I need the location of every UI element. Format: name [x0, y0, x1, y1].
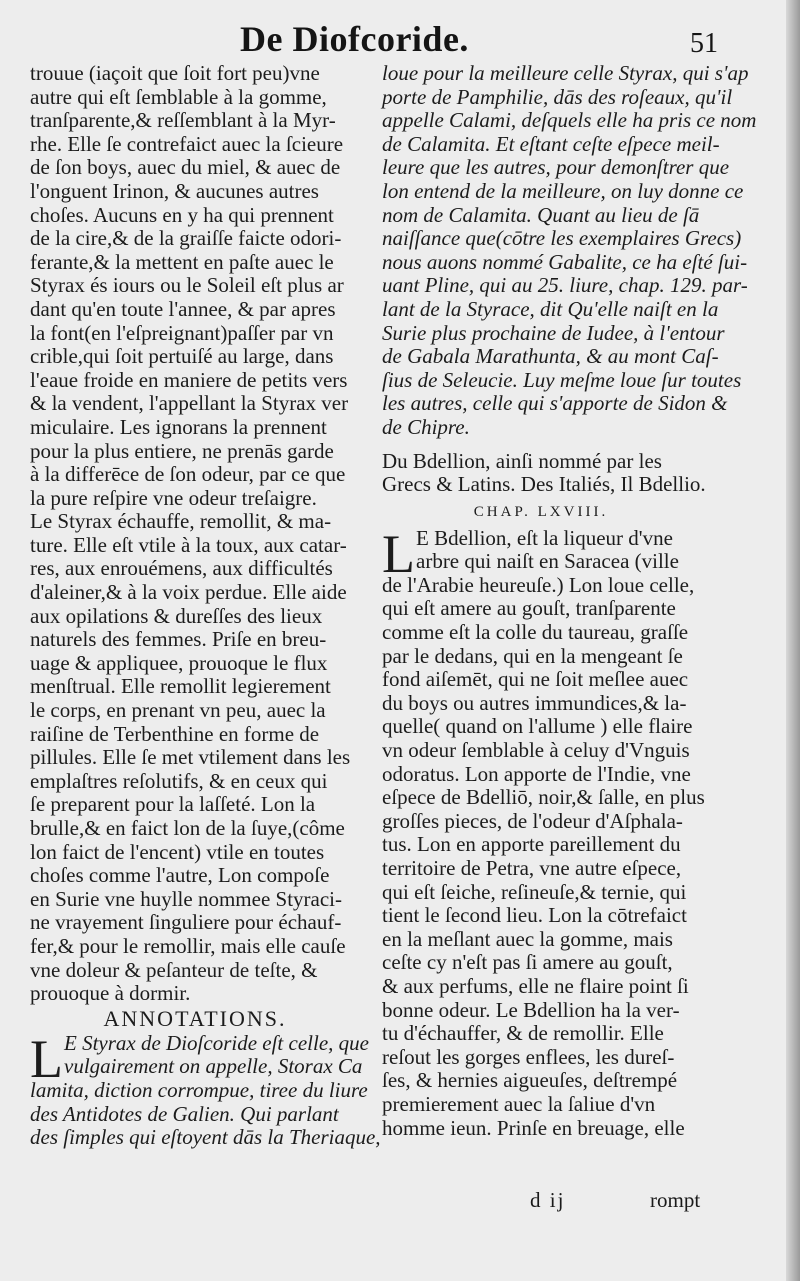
annotation-line: nom de Calamita. Quant au lieu de ſā	[382, 202, 700, 227]
text-line: tranſparente,& reſſemblant à la Myr-	[30, 108, 336, 133]
text-line: par le dedans, qui en la mengeant ſe	[382, 643, 683, 668]
chapter-opening	[382, 523, 700, 584]
annotation-line: lamita, diction corrompue, tiree du liure	[30, 1077, 368, 1102]
text-line: choſes comme l'autre, Lon compoſe	[30, 863, 330, 888]
text-line: & aux perfums, elle ne flaire point ſi	[382, 973, 689, 998]
text-line: E Bdellion, eſt la liqueur d'vne	[416, 525, 673, 550]
chapter-text	[382, 572, 705, 1140]
annotation-line: ſius de Seleucie. Luy meſme loue ſur toutes	[382, 367, 742, 392]
annotations-heading: ANNOTATIONS.	[103, 1005, 287, 1031]
annotations-drop-cap: L	[30, 1028, 63, 1089]
text-line: emplaſtres reſolutifs, & en ceux qui	[30, 768, 328, 793]
text-line: dant qu'en toute l'annee, & par apres	[30, 296, 336, 321]
annotation-line: de Gabala Marathunta, & au mont Caſ-	[382, 344, 719, 369]
annotation-line: loue pour la meilleure celle Styrax, qui s'ap	[382, 61, 749, 85]
annotation-line: E Styrax de Dioſcoride eſt celle, que	[64, 1030, 369, 1055]
annotation-line: appelle Calami, deſquels elle ha pris ce nom	[382, 108, 757, 133]
annotation-line: des ſimples qui eſtoyent dās la Theriaque,	[30, 1125, 381, 1150]
text-line: tient le ſecond lieu. Lon la cōtrefaict	[382, 903, 687, 928]
page-edge-shadow	[786, 0, 800, 1281]
text-line: en la meſlant auec la gomme, mais	[382, 926, 673, 951]
text-line: ne vrayement ſinguliere pour échauf-	[30, 910, 342, 935]
text-line: vne doleur & peſanteur de teſte, &	[30, 957, 318, 982]
text-line: groſſes pieces, de l'odeur d'Aſphala-	[382, 808, 683, 833]
text-line: prouoque à dormir.	[30, 981, 191, 1006]
text-line: rhe. Elle ſe contrefaict auec la ſcieure	[30, 131, 344, 156]
text-line: à la differēce de ſon odeur, par ce que	[30, 462, 346, 487]
chapter-opening-lines	[382, 527, 700, 574]
text-line: lon faict de l'encent) vtile en toutes	[30, 839, 325, 864]
text-line: du boys ou autres immundices,& la-	[382, 690, 687, 715]
annotation-line: leure que les autres, pour demonſtrer que	[382, 155, 730, 180]
annotation-line: les autres, celle qui s'apporte de Sidon &	[382, 391, 728, 416]
annotation-line: uant Pline, qui au 25. liure, chap. 129. par-	[382, 273, 748, 298]
text-line: brulle,& en faict lon de la ſuye,(côme	[30, 816, 345, 840]
text-line: odoratus. Lon apporte de l'Indie, vne	[382, 761, 691, 786]
text-line: autre qui eſt ſemblable à la gomme,	[30, 84, 327, 109]
page-number: 51	[690, 28, 718, 59]
text-line: pillules. Elle ſe met vtilement dans les	[30, 745, 351, 770]
text-line: trouue (iaçoit que ſoit fort peu)vne	[30, 61, 320, 85]
text-line: de la cire,& de la graiſſe faicte odori-	[30, 226, 342, 251]
text-line: & la vendent, l'appellant la Styrax ver	[30, 391, 349, 416]
text-line: Styrax és iours ou le Soleil eſt plus ar	[30, 273, 344, 298]
chapter-title	[382, 448, 706, 497]
text-line: d'aleiner,& à la voix perdue. Elle aide	[30, 580, 347, 605]
text-line: tus. Lon en apporte pareillement du	[382, 832, 681, 857]
annotation-line: lon entend de la meilleure, on luy donne ce	[382, 178, 744, 203]
text-line: res, aux enrouémens, aux difficultés	[30, 556, 333, 581]
right-column	[382, 61, 757, 1140]
annotation-line: de Calamita. Et eſtant ceſte eſpece meil-	[382, 131, 720, 156]
text-line: arbre qui naiſt en Saracea (ville	[416, 549, 679, 574]
text-line: Le Styrax échauffe, remollit, & ma-	[30, 509, 332, 534]
annotation-line: vulgairement on appelle, Storax Ca	[64, 1054, 363, 1079]
annotation-line: nous auons nommé Gabalite, ce ha eſté ſui-	[382, 249, 748, 274]
chapter-drop-cap: L	[382, 523, 415, 584]
annotations-block	[30, 1028, 381, 1150]
left-main-text	[30, 62, 360, 1006]
annotations-continued-text	[382, 61, 757, 440]
text-line: reſout les gorges enflees, les dureſ-	[382, 1044, 675, 1069]
text-line: choſes. Aucuns en y ha qui prennent	[30, 202, 334, 227]
text-line: naturels des femmes. Priſe en breu-	[30, 627, 327, 652]
signature-mark: d ij	[530, 1188, 566, 1212]
text-line: comme eſt la colle du taureau, graſſe	[382, 620, 689, 645]
annotation-line: porte de Pamphilie, dās des roſeaux, qu'il	[382, 84, 733, 109]
text-line: menſtrual. Elle remollit legierement	[30, 674, 331, 699]
text-line: pour la plus entiere, ne prenās garde	[30, 438, 334, 463]
text-line: uage & appliquee, prouoque le flux	[30, 650, 328, 675]
text-line: la font(en l'eſpreignant)paſſer par vn	[30, 320, 334, 345]
text-line: bonne odeur. Le Bdellion ha la ver-	[382, 997, 680, 1022]
text-line: raiſine de Terbenthine en forme de	[30, 721, 320, 746]
text-line: ferante,& la mettent en paſte auec le	[30, 249, 334, 274]
text-line: de ſon boys, auec du miel, & auec de	[30, 155, 341, 180]
text-line: ſe preparent pour la laſſeté. Lon la	[30, 792, 316, 817]
running-title: De Diofcoride.	[240, 19, 469, 59]
annotation-line: des Antidotes de Galien. Qui parlant	[30, 1101, 339, 1126]
left-column	[30, 61, 381, 1150]
annotations-text	[30, 1028, 381, 1150]
text-line: fer,& pour le remollir, mais elle cauſe	[30, 933, 346, 958]
text-line: en Surie vne huylle nommee Styraci-	[30, 886, 342, 911]
text-line: le corps, en prenant vn peu, auec la	[30, 698, 326, 723]
chapter-title-line: Grecs & Latins. Des Italiés, Il Bdellio.	[382, 472, 706, 497]
text-line: ceſte cy n'eſt pas ſi amere au gouſt,	[382, 950, 673, 975]
chapter-title-line: Du Bdellion, ainſi nommé par les	[382, 448, 662, 473]
text-line: de l'Arabie heureuſe.) Lon loue celle,	[382, 572, 695, 597]
text-line: aux opilations & dureſſes des lieux	[30, 603, 323, 628]
annotation-line: Surie plus prochaine de Iudee, à l'entour	[382, 320, 725, 345]
text-line: vn odeur ſemblable à celuy d'Vnguis	[382, 738, 690, 763]
text-line: ſes, & hernies aigueuſes, deſtrempé	[382, 1068, 678, 1093]
text-line: l'eaue froide en maniere de petits vers	[30, 367, 348, 392]
text-line: territoire de Petra, vne autre eſpece,	[382, 856, 682, 880]
text-line: qui eſt amere au gouſt, tranſparente	[382, 596, 676, 621]
text-line: tu d'échauffer, & de remollir. Elle	[382, 1021, 664, 1046]
annotation-line: lant de la Styrace, dit Qu'elle naiſt en la	[382, 296, 719, 321]
text-line: quelle( quand on l'allume ) elle flaire	[382, 714, 693, 739]
text-line: ture. Elle eſt vtile à la toux, aux catar-	[30, 532, 347, 557]
text-line: la pure reſpire vne odeur treſaigre.	[30, 485, 317, 510]
text-line: homme ieun. Prinſe en breuage, elle	[382, 1115, 685, 1140]
text-line: fond aiſemēt, qui ne ſoit meſlee auec	[382, 667, 689, 692]
catchword: rompt	[650, 1188, 701, 1212]
text-line: premierement auec la ſaliue d'vn	[382, 1091, 656, 1116]
annotation-line: naiſſance que(cōtre les exemplaires Grecs)	[382, 226, 742, 251]
annotation-line: de Chipre.	[382, 414, 470, 439]
text-line: eſpece de Bdelliō, noir,& ſalle, en plus	[382, 785, 705, 810]
text-line: l'onguent Irinon, & aucunes autres	[30, 178, 319, 203]
chapter-number: CHAP. LXVIII.	[473, 503, 609, 520]
text-line: crible,qui ſoit pertuiſé au large, dans	[30, 344, 334, 369]
text-line: qui eſt ſeiche, reſineuſe,& ternie, qui	[382, 879, 687, 904]
text-line: miculaire. Les ignorans la prennent	[30, 414, 327, 439]
